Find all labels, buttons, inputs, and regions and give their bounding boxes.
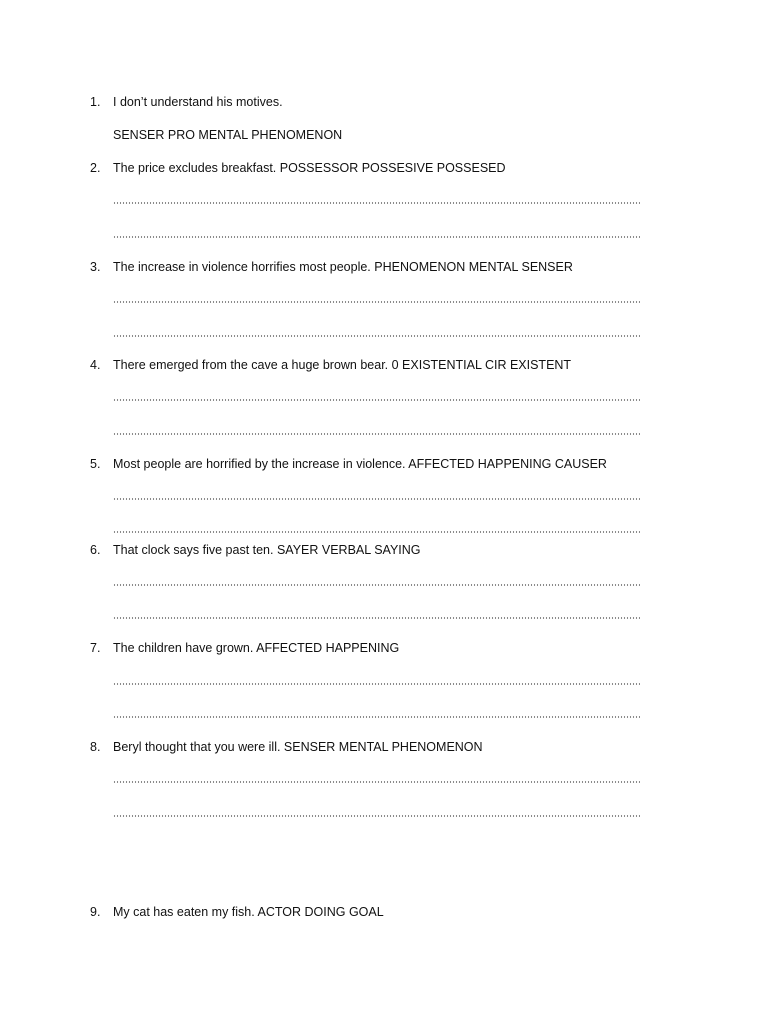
dotted-answer-line [113, 202, 640, 204]
dotted-answer-line [113, 236, 640, 238]
item-text: The price excludes breakfast. POSSESSOR POSSESIVE POSSESED [113, 161, 506, 175]
item-number: 5. [90, 457, 101, 471]
dotted-answer-line [113, 815, 640, 817]
dotted-answer-line [113, 531, 640, 533]
dotted-answer-line [113, 301, 640, 303]
item-text: Most people are horrified by the increase in violence. AFFECTED HAPPENING CAUSER [113, 457, 607, 471]
item-text: I don’t understand his motives. [113, 95, 283, 109]
item-text: Beryl thought that you were ill. SENSER MENTAL PHENOMENON [113, 740, 483, 754]
item-text: The increase in violence horrifies most people. PHENOMENON MENTAL SENSER [113, 260, 573, 274]
dotted-answer-line [113, 781, 640, 783]
dotted-answer-line [113, 335, 640, 337]
item-number: 2. [90, 161, 101, 175]
item-text: That clock says five past ten. SAYER VERBAL SAYING [113, 543, 421, 557]
item-answer-text: SENSER PRO MENTAL PHENOMENON [113, 128, 343, 142]
item-number: 3. [90, 260, 101, 274]
item-text: The children have grown. AFFECTED HAPPENING [113, 641, 400, 655]
dotted-answer-line [113, 399, 640, 401]
dotted-answer-line [113, 498, 640, 500]
item-number: 7. [90, 641, 101, 655]
dotted-answer-line [113, 433, 640, 435]
dotted-answer-line [113, 584, 640, 586]
item-number: 6. [90, 543, 101, 557]
item-number: 8. [90, 740, 101, 754]
item-number: 1. [90, 95, 101, 109]
dotted-answer-line [113, 716, 640, 718]
dotted-answer-line [113, 617, 640, 619]
dotted-answer-line [113, 683, 640, 685]
item-text: There emerged from the cave a huge brown bear. 0 EXISTENTIAL CIR EXISTENT [113, 358, 572, 372]
item-text: My cat has eaten my fish. ACTOR DOING GOAL [113, 905, 384, 919]
item-number: 9. [90, 905, 101, 919]
item-number: 4. [90, 358, 101, 372]
